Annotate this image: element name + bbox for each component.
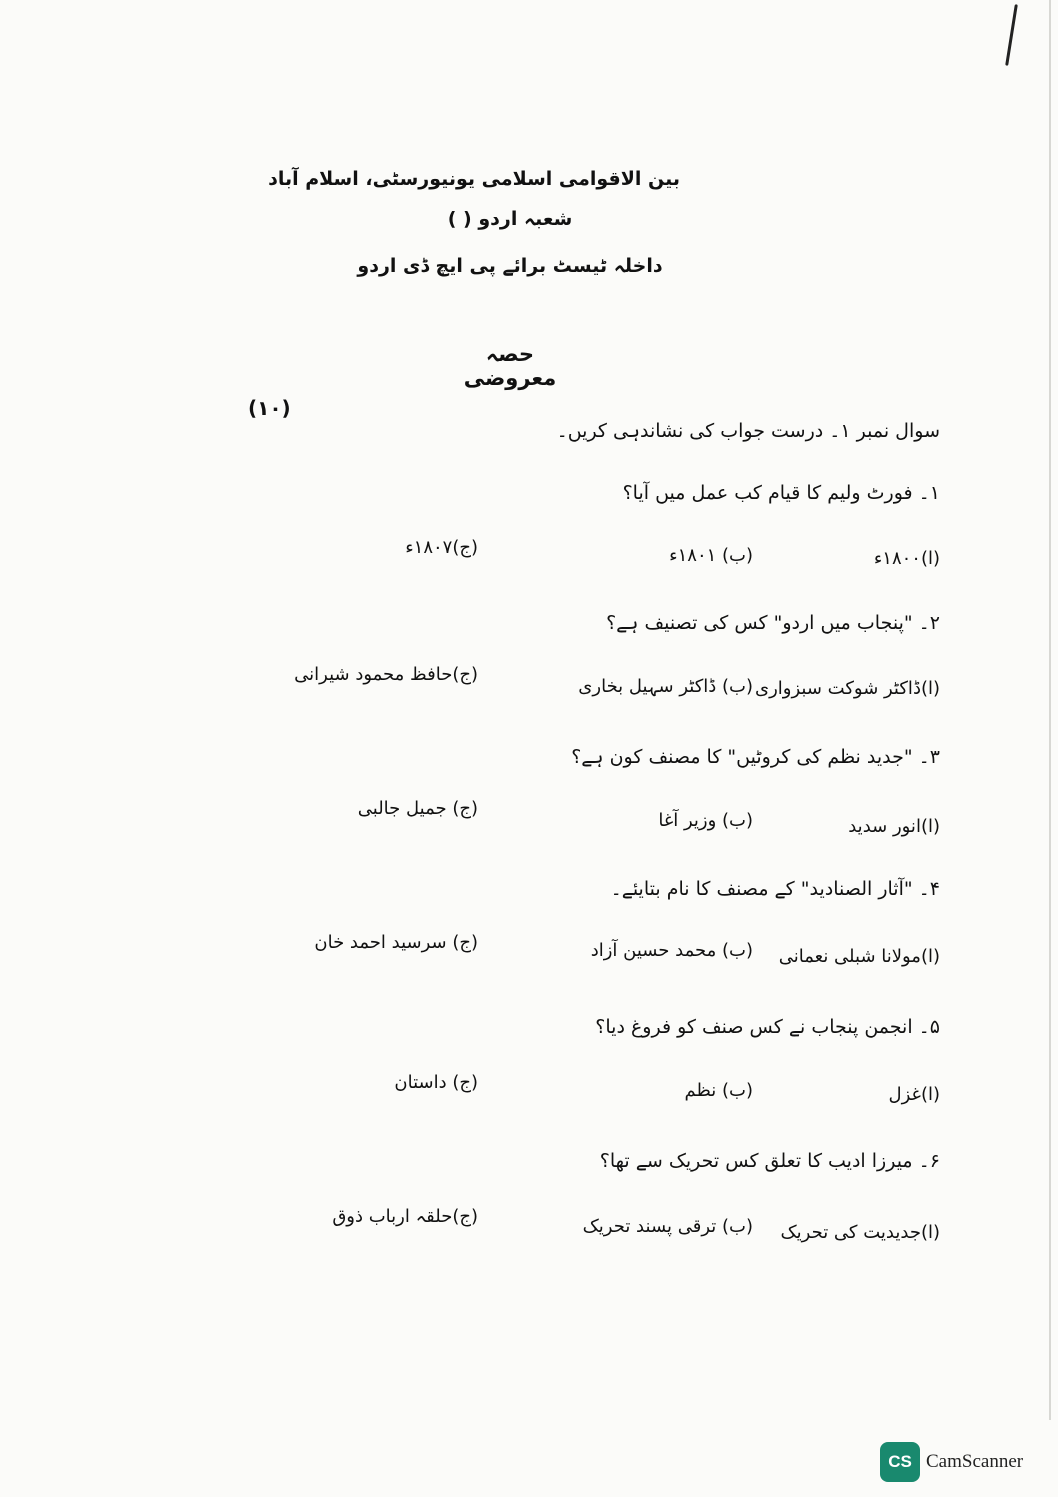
question-1-option-b: (ب) ۱۸۰۱ء — [669, 545, 753, 566]
page-number-mark — [1005, 4, 1018, 66]
question-1: ۱۔ فورٹ ولیم کا قیام کب عمل میں آیا؟ — [622, 482, 940, 504]
question-3: ۳۔ "جدید نظم کی کروٹیں" کا مصنف کون ہے؟ — [571, 746, 940, 768]
question-6: ۶۔ میرزا ادیب کا تعلق کس تحریک سے تھا؟ — [599, 1150, 940, 1172]
question-5: ۵۔ انجمن پنجاب نے کس صنف کو فروغ دیا؟ — [595, 1016, 940, 1038]
question-3-option-a: (ا)انور سدید — [848, 816, 940, 837]
camscanner-label: CamScanner — [926, 1451, 1024, 1472]
question-2-option-c: (ج)حافظ محمود شیرانی — [294, 664, 478, 685]
question-6-option-c: (ج)حلقہ ارباب ذوق — [332, 1206, 478, 1227]
question-2: ۲۔ "پنجاب میں اردو" کس کی تصنیف ہے؟ — [606, 612, 940, 634]
question-5-option-c: (ج) داستان — [394, 1072, 478, 1093]
question-4-option-c: (ج) سرسید احمد خان — [314, 932, 478, 953]
instruction-text: سوال نمبر ۱۔ درست جواب کی نشاندہی کریں۔ — [556, 420, 940, 442]
question-2-option-a: (ا)ڈاکٹر شوکت سبزواری — [755, 678, 940, 699]
question-5-option-a: (ا)غزل — [888, 1084, 940, 1105]
question-6-option-b: (ب) ترقی پسند تحریک — [582, 1216, 753, 1237]
university-name: بین الاقوامی اسلامی یونیورسٹی، اسلام آباد — [268, 168, 680, 190]
department-name: شعبہ اردو ( ) — [447, 208, 573, 230]
question-3-option-b: (ب) وزیر آغا — [658, 810, 753, 831]
camscanner-watermark — [880, 1442, 1050, 1482]
question-2-option-b: (ب) ڈاکٹر سہیل بخاری — [578, 676, 753, 697]
page-edge — [1049, 0, 1051, 1420]
question-1-option-c: (ج)۱۸۰۷ء — [405, 537, 478, 558]
marks-label: (۱۰) — [248, 396, 291, 420]
question-5-option-b: (ب) نظم — [684, 1080, 753, 1101]
test-title: داخلہ ٹیسٹ برائے پی ایچ ڈی اردو — [357, 255, 663, 277]
question-1-option-a: (ا)۱۸۰۰ء — [873, 548, 940, 569]
question-3-option-c: (ج) جمیل جالبی — [357, 798, 478, 819]
camscanner-logo-icon: CS — [880, 1442, 920, 1482]
question-4-option-b: (ب) محمد حسین آزاد — [590, 940, 753, 961]
question-4: ۴۔ "آثار الصنادید" کے مصنف کا نام بتایئے۔ — [610, 878, 940, 900]
question-6-option-a: (ا)جدیدیت کی تحریک — [780, 1222, 940, 1243]
question-4-option-a: (ا)مولانا شبلی نعمانی — [778, 946, 940, 967]
section-title: حصہ معروضی — [463, 342, 557, 390]
